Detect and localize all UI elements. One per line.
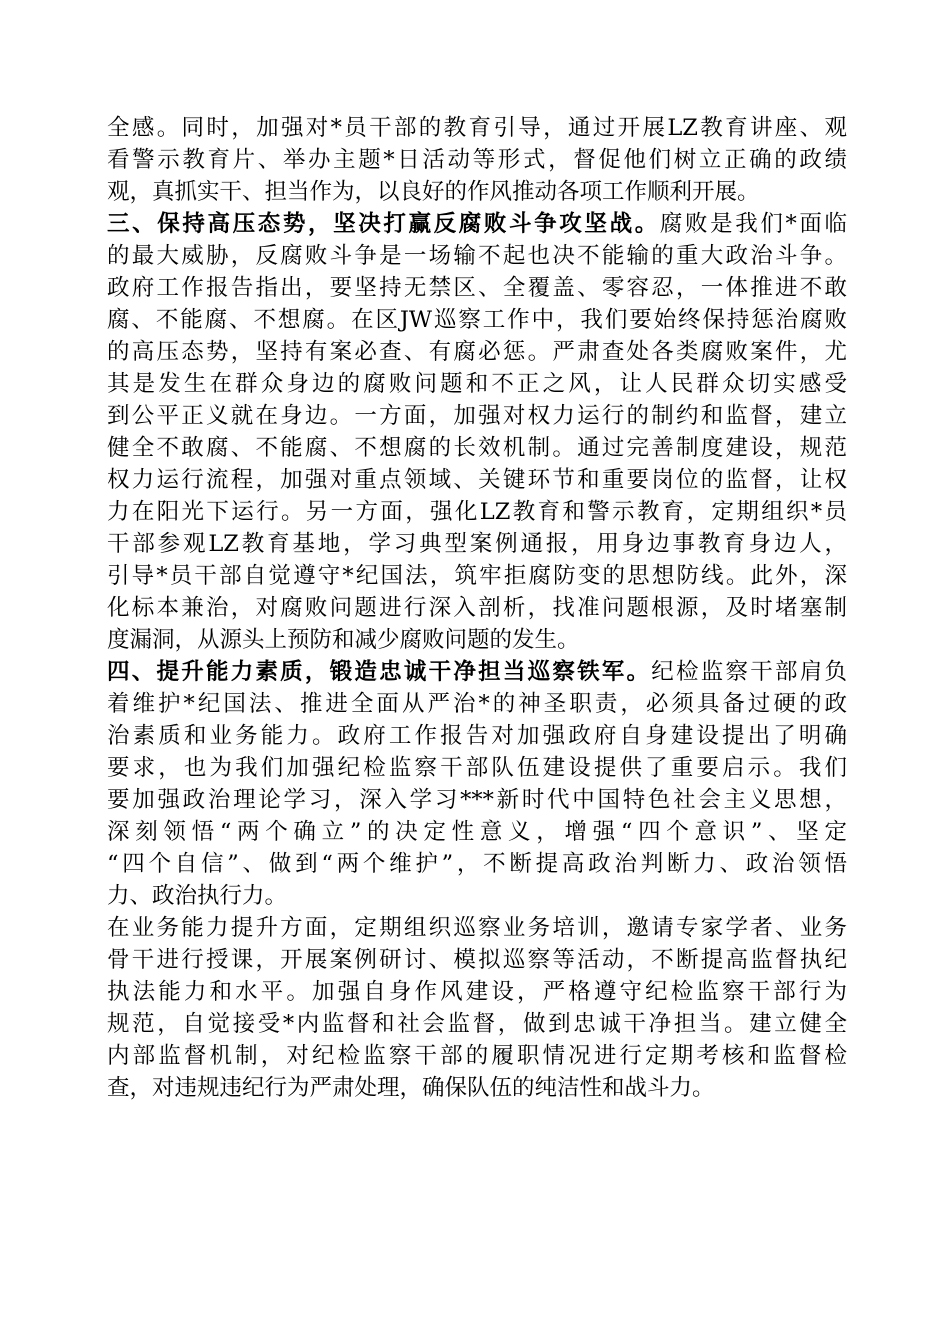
- text-line: [107, 272, 847, 304]
- line-text: 健全不敢腐、不能腐、不想腐的长效机制。通过完善制度建设，规范: [107, 435, 847, 461]
- line-text: 全感。同时，加强对*员干部的教育引导，通过开展LZ教育讲座、观: [107, 115, 847, 141]
- text-line: [107, 208, 847, 240]
- section-heading: 三、保持高压态势，坚决打赢反腐败斗争攻坚战。: [107, 211, 660, 237]
- text-line: [107, 528, 847, 560]
- text-line: [107, 176, 847, 208]
- line-text: 要加强政治理论学习，深入学习***新时代中国特色社会主义思想，: [107, 787, 847, 813]
- text-line: [107, 1008, 847, 1040]
- line-text: 深刻领悟“两个确立”的决定性意义，增强“四个意识”、坚定: [107, 819, 847, 845]
- line-text: 看警示教育片、举办主题*日活动等形式，督促他们树立正确的政绩: [107, 147, 847, 173]
- text-line: [107, 784, 847, 816]
- text-line: [107, 304, 847, 336]
- line-text: 查，对违规违纪行为严肃处理，确保队伍的纯洁性和战斗力。: [107, 1075, 715, 1101]
- line-text: 政府工作报告指出，要坚持无禁区、全覆盖、零容忍，一体推进不敢: [107, 275, 847, 301]
- line-text: 化标本兼治，对腐败问题进行深入剖析，找准问题根源，及时堵塞制: [107, 595, 847, 621]
- line-text: 权力运行流程，加强对重点领域、关键环节和重要岗位的监督，让权: [107, 467, 847, 493]
- section-heading: 四、提升能力素质，锻造忠诚干净担当巡察铁军。: [107, 659, 652, 685]
- text-line: [107, 464, 847, 496]
- line-text: 着维护*纪国法、推进全面从严治*的神圣职责，必须具备过硬的政: [107, 691, 847, 717]
- text-line: [107, 912, 847, 944]
- text-line: [107, 496, 847, 528]
- line-text: 到公平正义就在身边。一方面，加强对权力运行的制约和监督，建立: [107, 403, 847, 429]
- text-line: [107, 400, 847, 432]
- text-line: [107, 1040, 847, 1072]
- line-text: 腐、不能腐、不想腐。在区JW巡察工作中，我们要始终保持惩治腐败: [107, 307, 847, 333]
- text-line: [107, 944, 847, 976]
- line-text: 腐败是我们*面临: [659, 211, 847, 237]
- text-line: [107, 240, 847, 272]
- line-text: 力在阳光下运行。另一方面，强化LZ教育和警示教育，定期组织*员: [107, 499, 847, 525]
- text-line: [107, 336, 847, 368]
- line-text: 执法能力和水平。加强自身作风建设，严格遵守纪检监察干部行为: [107, 979, 847, 1005]
- text-line: [107, 848, 847, 880]
- line-text: 的高压态势，坚持有案必查、有腐必惩。严肃查处各类腐败案件，尤: [107, 339, 847, 365]
- line-text: 治素质和业务能力。政府工作报告对加强政府自身建设提出了明确: [107, 723, 847, 749]
- text-line: [107, 144, 847, 176]
- text-line: [107, 656, 847, 688]
- line-text: 骨干进行授课，开展案例研讨、模拟巡察等活动，不断提高监督执纪: [107, 947, 847, 973]
- text-line: [107, 816, 847, 848]
- line-text: 规范，自觉接受*内监督和社会监督，做到忠诚干净担当。建立健全: [107, 1011, 847, 1037]
- line-text: 要求，也为我们加强纪检监察干部队伍建设提供了重要启示。我们: [107, 755, 847, 781]
- text-line: [107, 368, 847, 400]
- line-text: 纪检监察干部肩负: [651, 659, 847, 685]
- line-text: 其是发生在群众身边的腐败问题和不正之风，让人民群众切实感受: [107, 371, 847, 397]
- text-line: [107, 880, 847, 912]
- line-text: 内部监督机制，对纪检监察干部的履职情况进行定期考核和监督检: [107, 1043, 847, 1069]
- document-body: [107, 112, 847, 1104]
- text-line: [107, 592, 847, 624]
- text-line: [107, 432, 847, 464]
- text-line: [107, 752, 847, 784]
- line-text: 观，真抓实干、担当作为，以良好的作风推动各项工作顺利开展。: [107, 179, 760, 205]
- text-line: [107, 688, 847, 720]
- line-text: “四个自信”、做到“两个维护”，不断提高政治判断力、政治领悟: [107, 851, 847, 877]
- text-line: [107, 976, 847, 1008]
- text-line: [107, 720, 847, 752]
- line-text: 的最大威胁，反腐败斗争是一场输不起也决不能输的重大政治斗争。: [107, 243, 847, 269]
- line-text: 引导*员干部自觉遵守*纪国法，筑牢拒腐防变的思想防线。此外，深: [107, 563, 847, 589]
- text-line: [107, 1072, 847, 1104]
- text-line: [107, 112, 847, 144]
- line-text: 力、政治执行力。: [107, 883, 288, 909]
- line-text: 在业务能力提升方面，定期组织巡察业务培训，邀请专家学者、业务: [107, 915, 847, 941]
- line-text: 度漏洞，从源头上预防和减少腐败问题的发生。: [107, 627, 580, 653]
- text-line: [107, 624, 847, 656]
- line-text: 干部参观LZ教育基地，学习典型案例通报，用身边事教育身边人，: [107, 531, 847, 557]
- text-line: [107, 560, 847, 592]
